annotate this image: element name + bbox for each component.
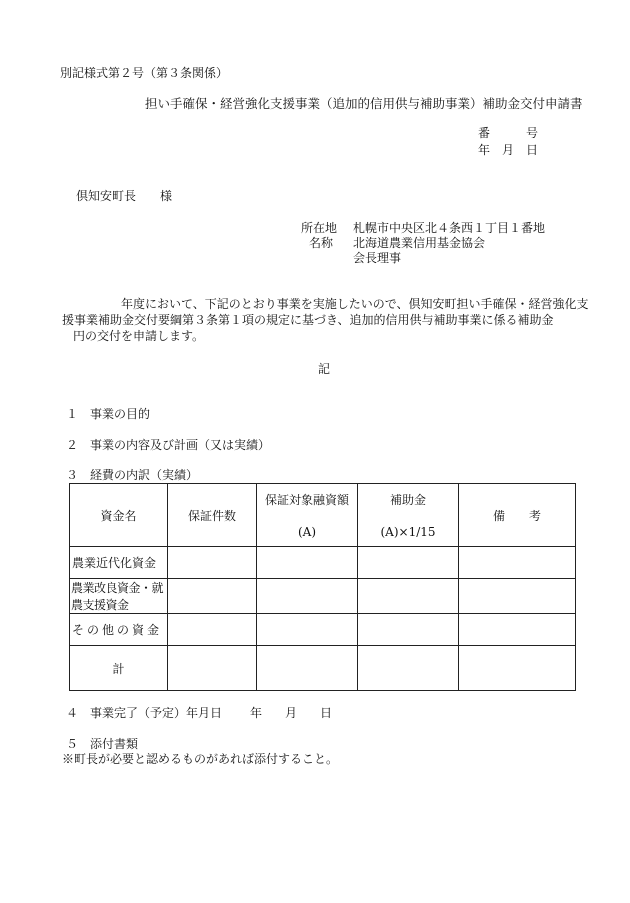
body-line-1: 年度において、下記のとおり事業を実施したいので、倶知安町担い手確保・経営強化支 — [121, 297, 589, 311]
cell — [459, 547, 576, 579]
body-line-2: 援事業補助金交付要綱第３条第１項の規定に基づき、追加的信用供与補助事業に係る補助金 — [62, 313, 554, 327]
completion-month: 月 — [285, 706, 298, 720]
cell — [257, 579, 358, 614]
header-target-amount-sub: (A) — [297, 525, 317, 539]
body-line-3: 円の交付を申請します。 — [73, 329, 205, 343]
cell — [257, 547, 358, 579]
section-purpose: １ 事業の目的 — [66, 407, 151, 421]
address-value: 札幌市中央区北４条西１丁目１番地 — [353, 221, 546, 235]
representative-title: 会長理事 — [353, 251, 402, 265]
cell — [168, 547, 257, 579]
address-label: 所在地 — [301, 221, 338, 235]
row-label-improvement: 農業改良資金・就農支援資金 — [70, 579, 168, 614]
header-target-amount — [257, 484, 358, 547]
header-remarks: 備 考 — [459, 484, 576, 547]
cell — [459, 614, 576, 646]
cell — [358, 579, 459, 614]
name-label: 名称 — [309, 236, 334, 250]
table-row — [70, 579, 576, 614]
cell — [358, 646, 459, 691]
attachments-note: ※町長が必要と認めるものがあれば添付すること。 — [62, 752, 339, 766]
cell — [459, 646, 576, 691]
cell — [168, 614, 257, 646]
section-completion-date: ４ 事業完了（予定）年月日 — [66, 706, 223, 720]
date-label: 年 月 日 — [478, 143, 539, 157]
cell — [358, 614, 459, 646]
header-count: 保証件数 — [168, 484, 257, 547]
cell — [459, 579, 576, 614]
header-target-amount-label: 保証対象融資額 — [264, 493, 349, 507]
document-title: 担い手確保・経営強化支援事業（追加的信用供与補助事業）補助金交付申請書 — [145, 96, 583, 111]
ki-mark: 記 — [318, 362, 331, 376]
section-breakdown: ３ 経費の内訳（実績） — [66, 468, 199, 482]
form-number: 別記様式第２号（第３条関係） — [60, 66, 229, 80]
table-header-row — [70, 484, 576, 547]
section-attachments: ５ 添付書類 — [66, 737, 139, 751]
cell — [168, 579, 257, 614]
header-subsidy — [358, 484, 459, 547]
cell — [168, 646, 257, 691]
table-row-total — [70, 646, 576, 691]
row-label-other: その他の資金 — [70, 614, 168, 646]
expense-table — [69, 483, 576, 691]
cell — [358, 547, 459, 579]
section-content: ２ 事業の内容及び計画（又は実績） — [66, 438, 271, 452]
header-subsidy-label: 補助金 — [389, 493, 426, 507]
table-row — [70, 547, 576, 579]
number-label: 番 号 — [478, 126, 539, 140]
cell — [257, 614, 358, 646]
header-subsidy-sub: (A)×1/15 — [380, 525, 436, 539]
row-label-modernization: 農業近代化資金 — [70, 547, 168, 579]
row-label-total: 計 — [70, 646, 168, 691]
addressee: 倶知安町長 様 — [76, 189, 173, 203]
cell — [257, 646, 358, 691]
header-fund-name: 資金名 — [70, 484, 168, 547]
name-value: 北海道農業信用基金協会 — [353, 236, 486, 250]
completion-day: 日 — [320, 706, 333, 720]
table-row — [70, 614, 576, 646]
completion-year: 年 — [250, 706, 263, 720]
